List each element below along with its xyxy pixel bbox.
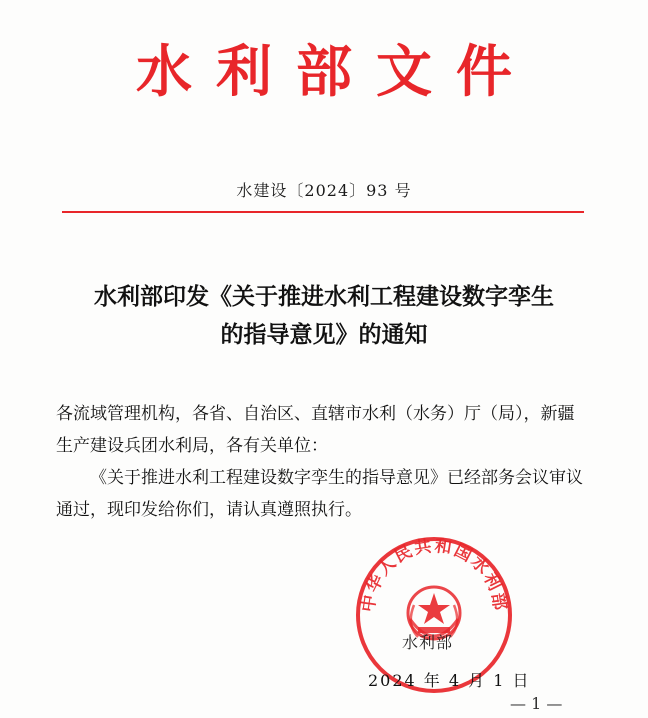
masthead-title: 水利部文件 — [136, 40, 536, 105]
document-number: 水建设〔2024〕93 号 — [236, 181, 412, 200]
notice-body — [56, 398, 586, 526]
title-line-1: 水利部印发《关于推进水利工程建设数字孪生 — [94, 284, 554, 310]
notice-title — [0, 278, 648, 354]
page-number: — 1 — — [510, 694, 563, 713]
seal-ring-text: 中华人民共和国水利部 — [358, 536, 510, 614]
issue-date: 2024 年 4 月 1 日 — [368, 671, 531, 690]
red-separator-line — [62, 211, 584, 213]
addressee-paragraph: 各流域管理机构，各省、自治区、直辖市水利（水务）厅（局），新疆生产建设兵团水利局，各有关单位： — [56, 404, 575, 456]
title-line-2: 的指导意见》的通知 — [220, 322, 428, 348]
content-paragraph: 《关于推进水利工程建设数字孪生的指导意见》已经部务会议审议通过，现印发给你们，请认真遵照执行。 — [56, 468, 583, 520]
seal-issuer-label: 水利部 — [402, 633, 454, 652]
